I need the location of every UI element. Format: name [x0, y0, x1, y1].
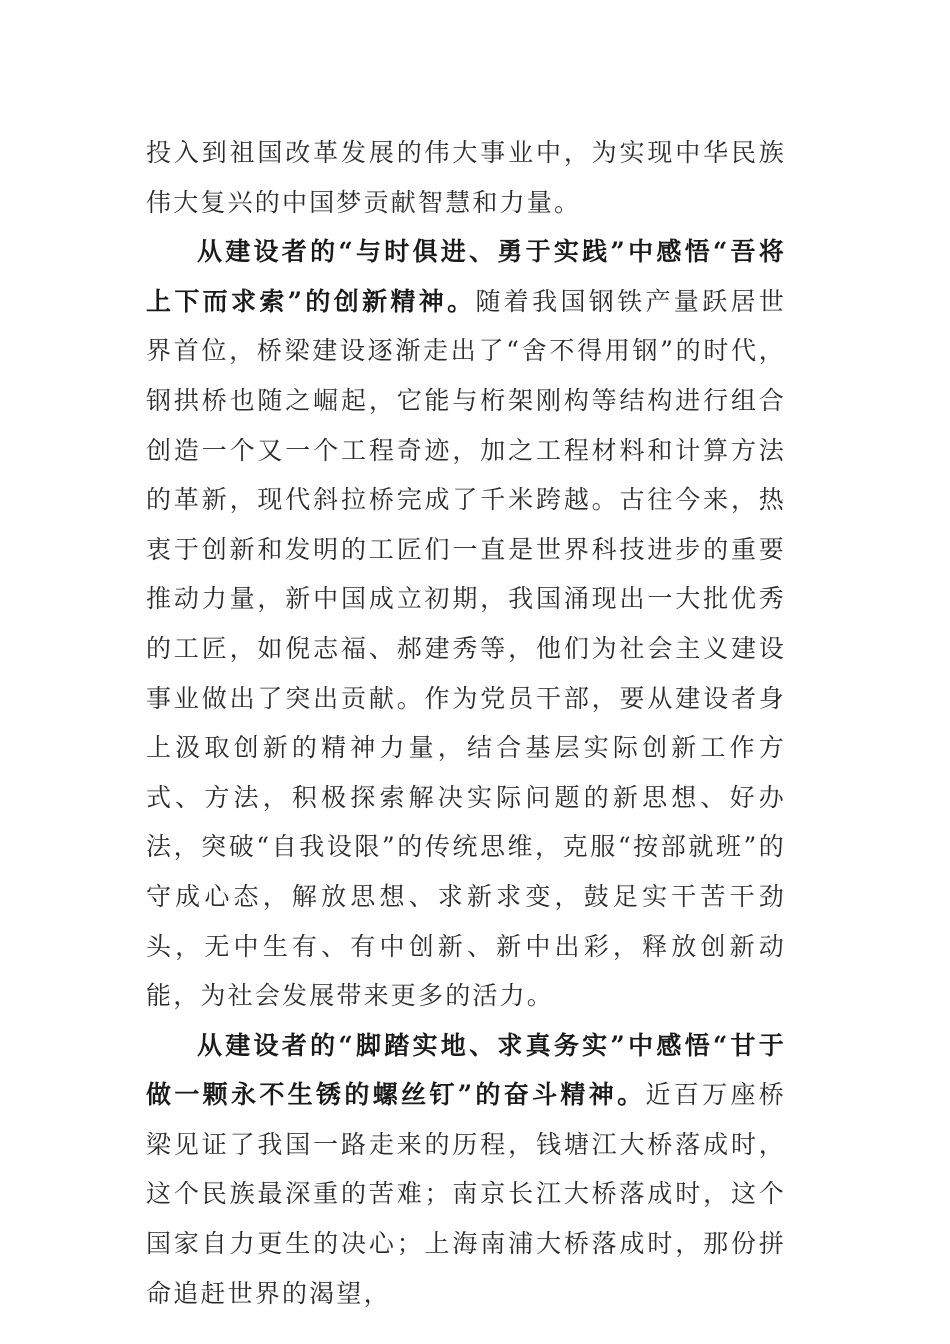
paragraph-body: 随着我国钢铁产量跃居世界首位，桥梁建设逐渐走出了“舍不得用钢”的时代，钢拱桥也随之崛起，它能与桁架刚构等结构进行组合创造一个又一个工程奇迹，加之工程材料和计算方法的革新，现代斜拉桥完成了千米跨越。古往今来，热衷于创新和发明的工匠们一直是世界科技进步的重要推动力量，新中国成立初期，我国涌现出一大批优秀的工匠，如倪志福、郝建秀等，他们为社会主义建设事业做出了突出贡献。作为党员干部，要从建设者身上汲取创新的精神力量，结合基层实际创新工作方式、方法，积极探索解决实际问题的新思想、好办法，突破“自我设限”的传统思维，克服“按部就班”的守成心态，解放思想、求新求变，鼓足实干苦干劲头，无中生有、有中创新、新中出彩，释放创新动能，为社会发展带来更多的活力。	[146, 286, 787, 1011]
paragraph-striving-spirit	[146, 1021, 786, 1319]
paragraph-innovation-spirit	[146, 227, 786, 1021]
paragraph-lead-heading: 从建设者的“脚踏实地、求真务实”中感悟“甘于做一颗永不生锈的螺丝钉”的奋斗精神。	[146, 1030, 786, 1110]
document-body	[146, 128, 786, 1318]
paragraph-lead-heading: 从建设者的“与时俱进、勇于实践”中感悟“吾将上下而求索”的创新精神。	[146, 237, 786, 316]
paragraph-body: 近百万座桥梁见证了我国一路走来的历程，钱塘江大桥落成时，这个民族最深重的苦难；南京长江大桥落成时，这个国家自力更生的决心；上海南浦大桥落成时，那份拼命追赶世界的渴望，	[146, 1080, 786, 1308]
paragraph-body: 投入到祖国改革发展的伟大事业中，为实现中华民族伟大复兴的中国梦贡献智慧和力量。	[146, 138, 786, 217]
paragraph-continuation	[146, 128, 786, 227]
